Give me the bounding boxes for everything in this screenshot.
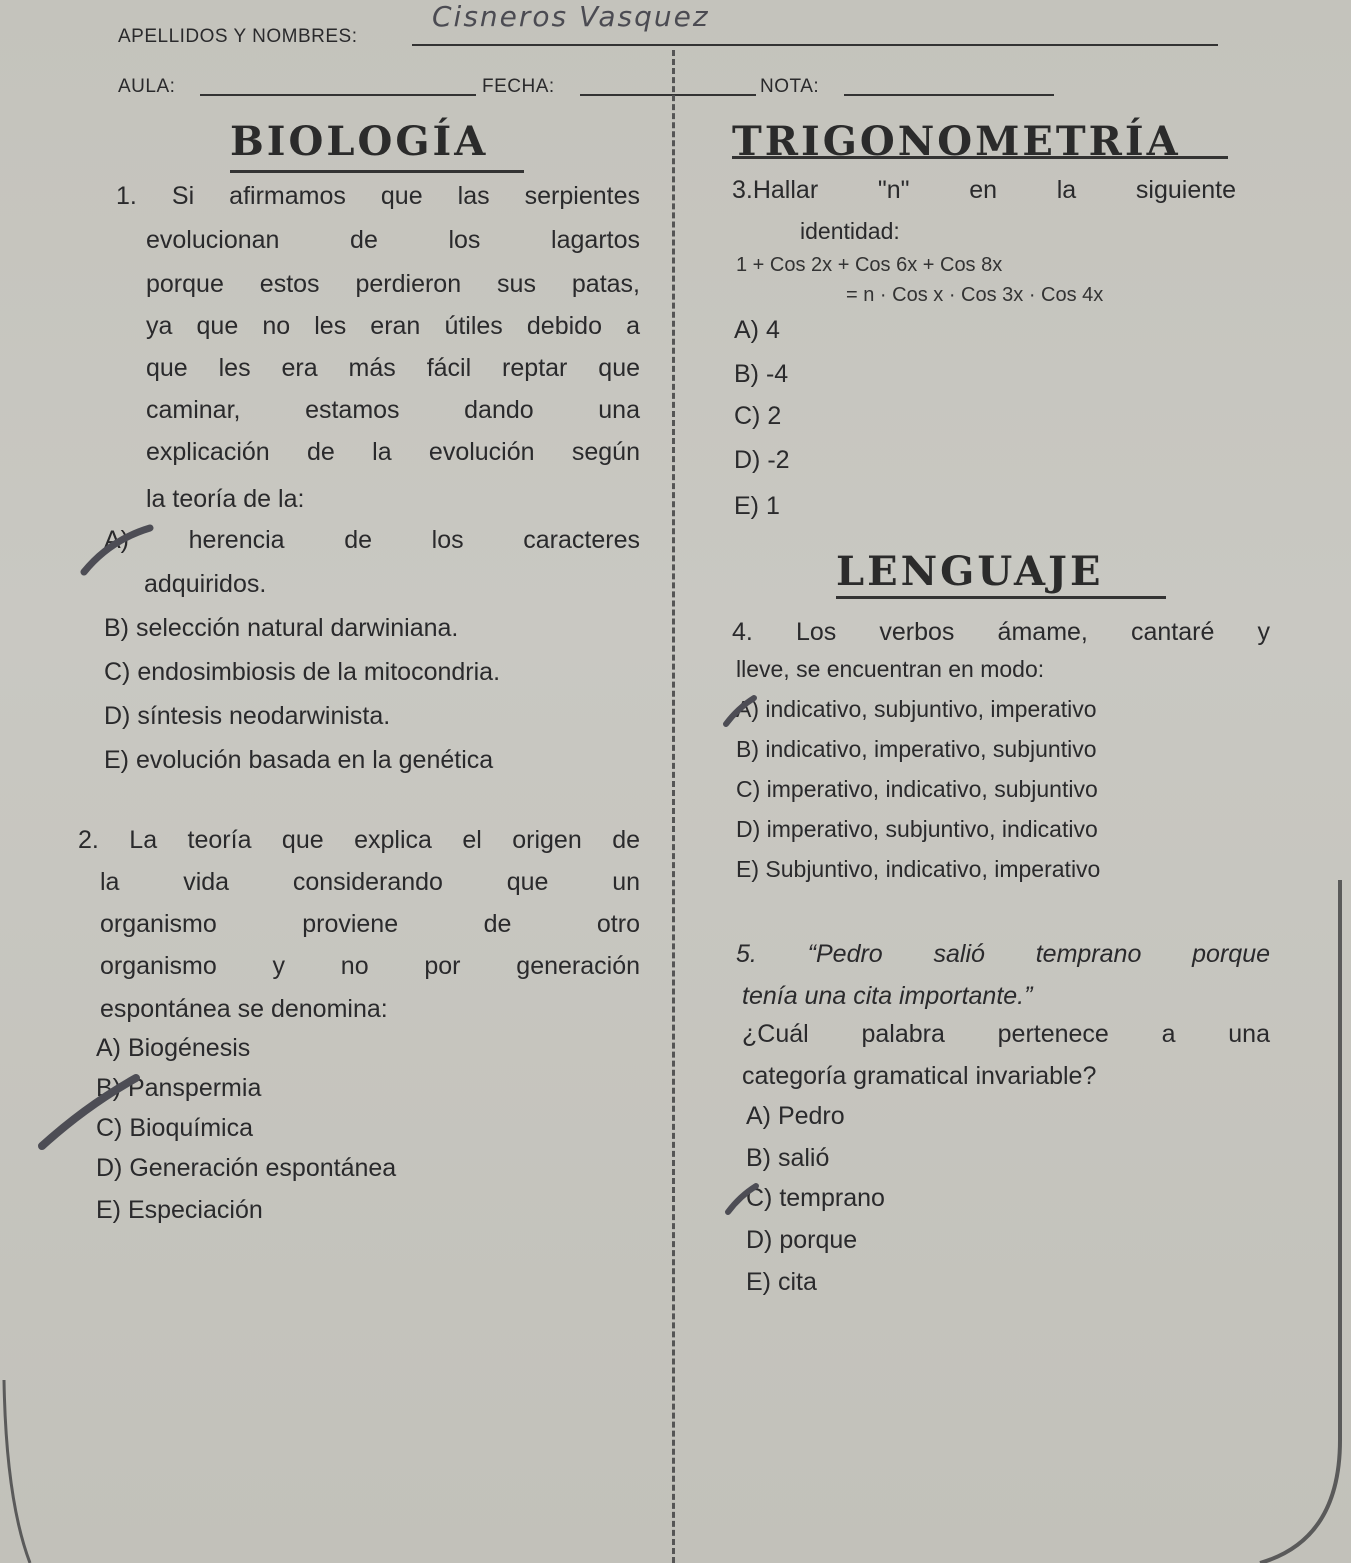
name-label: APELLIDOS Y NOMBRES:: [118, 26, 358, 47]
q3-option-d[interactable]: D) -2: [734, 446, 790, 474]
q2-option-e[interactable]: E) Especiación: [96, 1196, 263, 1224]
q2-option-c[interactable]: C) Bioquímica: [96, 1114, 253, 1142]
answer-mark-q5: [722, 1180, 762, 1220]
q3-line-1: 3.Hallar "n" en la siguiente: [732, 176, 1236, 204]
q3-option-b[interactable]: B) -4: [734, 360, 789, 388]
q5-line-3: ¿Cuál palabra pertenece a una: [742, 1020, 1270, 1048]
page-edge-left: [0, 1380, 40, 1563]
q5-option-b[interactable]: B) salió: [746, 1144, 830, 1172]
q3-option-e[interactable]: E) 1: [734, 492, 780, 520]
q5-option-a[interactable]: A) Pedro: [746, 1102, 845, 1130]
answer-mark-q1: [80, 520, 160, 580]
q1-line-4: ya que no les eran útiles debido a: [146, 312, 640, 340]
fecha-line: [580, 94, 756, 96]
nota-line: [844, 94, 1054, 96]
aula-line: [200, 94, 476, 96]
q2-option-d[interactable]: D) Generación espontánea: [96, 1154, 397, 1182]
q2-option-a[interactable]: A) Biogénesis: [96, 1034, 251, 1062]
lenguaje-title: LENGUAJE: [836, 548, 1104, 595]
q3-option-c[interactable]: C) 2: [734, 402, 782, 430]
q4-option-a[interactable]: A) indicativo, subjuntivo, imperativo: [736, 696, 1097, 722]
lenguaje-underline: [836, 596, 1166, 599]
q1-option-d[interactable]: D) síntesis neodarwinista.: [104, 702, 391, 730]
fecha-label: FECHA:: [482, 76, 555, 97]
q3-line-2: identidad:: [800, 218, 900, 244]
q2-line-3: organismo proviene de otro: [100, 910, 640, 938]
q5-line-1: 5. “Pedro salió temprano porque: [736, 940, 1270, 968]
q5-option-c[interactable]: C) temprano: [746, 1184, 885, 1212]
q1-option-a[interactable]: A) herencia de los caracteres: [104, 526, 640, 554]
q4-line-2: lleve, se encuentran en modo:: [736, 656, 1045, 682]
trigonometria-underline: [732, 156, 1228, 159]
q1-option-b[interactable]: B) selección natural darwiniana.: [104, 614, 459, 642]
q1-line-8: la teoría de la:: [146, 485, 305, 513]
name-line: [412, 44, 1218, 46]
q1-line-2: evolucionan de los lagartos: [146, 226, 640, 254]
column-divider: [672, 50, 675, 1563]
nota-label: NOTA:: [760, 76, 820, 97]
q1-line-6: caminar, estamos dando una: [146, 396, 640, 424]
q3-expression-1: 1 + Cos 2x + Cos 6x + Cos 8x: [736, 254, 1003, 276]
page-edge-curve: [1200, 880, 1351, 1563]
q5-option-e[interactable]: E) cita: [746, 1268, 817, 1296]
biologia-title: BIOLOGÍA: [230, 118, 489, 165]
q2-line-1: 2. La teoría que explica el origen de: [78, 826, 640, 854]
q1-option-e[interactable]: E) evolución basada en la genética: [104, 746, 494, 774]
q4-option-c[interactable]: C) imperativo, indicativo, subjuntivo: [736, 776, 1098, 802]
biologia-underline: [230, 170, 524, 173]
q1-option-c[interactable]: C) endosimbiosis de la mitocondria.: [104, 658, 501, 686]
q2-line-2: la vida considerando que un: [100, 868, 640, 896]
q4-option-b[interactable]: B) indicativo, imperativo, subjuntivo: [736, 736, 1097, 762]
q2-line-4: organismo y no por generación: [100, 952, 640, 980]
q3-option-a[interactable]: A) 4: [734, 316, 780, 344]
q2-line-5: espontánea se denomina:: [100, 995, 388, 1023]
trigonometria-title: TRIGONOMETRÍA: [732, 118, 1181, 165]
q4-line-1: 4. Los verbos ámame, cantaré y: [732, 618, 1270, 646]
q4-option-d[interactable]: D) imperativo, subjuntivo, indicativo: [736, 816, 1098, 842]
q1-option-a-cont: adquiridos.: [144, 570, 267, 598]
answer-mark-q2: [36, 1066, 146, 1156]
answer-mark-q4: [720, 692, 760, 732]
q5-option-d[interactable]: D) porque: [746, 1226, 858, 1254]
q5-line-2: tenía una cita importante.”: [742, 982, 1033, 1010]
q1-line-5: que les era más fácil reptar que: [146, 354, 640, 382]
aula-label: AULA:: [118, 76, 176, 97]
q1-line-7: explicación de la evolución según: [146, 438, 640, 466]
q3-expression-2: = n · Cos x · Cos 3x · Cos 4x: [846, 284, 1104, 306]
q4-option-e[interactable]: E) Subjuntivo, indicativo, imperativo: [736, 856, 1101, 882]
q5-line-4: categoría gramatical invariable?: [742, 1062, 1097, 1090]
q1-line-3: porque estos perdieron sus patas,: [146, 270, 640, 298]
handwritten-name: Cisneros Vasquez: [432, 0, 710, 33]
q2-option-b[interactable]: B) Panspermia: [96, 1074, 262, 1102]
q1-line-1: 1. Si afirmamos que las serpientes: [116, 182, 640, 210]
